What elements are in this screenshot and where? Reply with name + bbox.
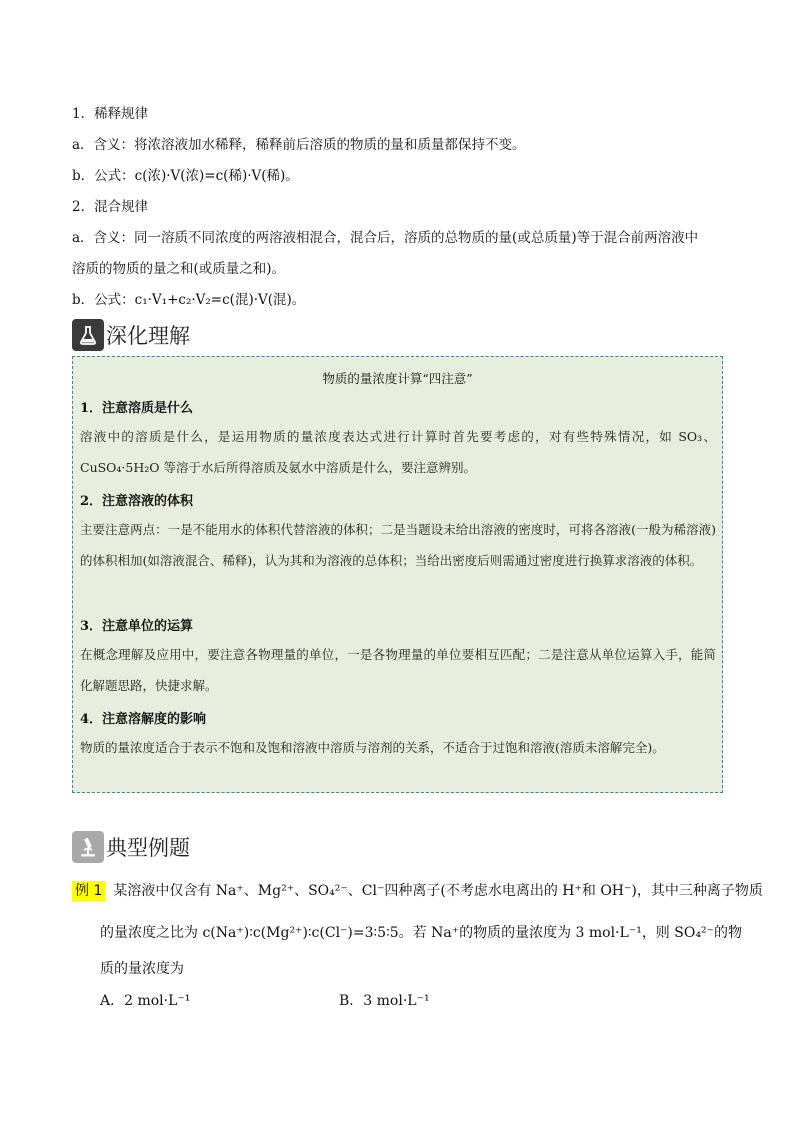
box-title: 物质的量浓度计算“四注意”: [322, 371, 473, 386]
mixing-heading: 2．混合规律: [72, 199, 149, 215]
option-a: A．2 mol·L⁻¹: [100, 993, 191, 1009]
dilution-formula: b．公式：c(浓)·V(浓)=c(稀)·V(稀)。: [72, 168, 299, 184]
point-1-text: 溶液中的溶质是什么，是运用物质的量浓度表达式进行计算时首先要考虑的，对有些特殊情况，如 SO₃、CuSO₄·5H₂O 等溶于水后所得溶质及氨水中溶质是什么，要注意辨别。: [80, 429, 716, 475]
dilution-heading: 1．稀释规律: [72, 106, 149, 122]
flask-icon: [72, 319, 104, 351]
example-tag: 例 1: [72, 881, 105, 901]
point-4-text: 物质的量浓度适合于表示不饱和及饱和溶液中溶质与溶剂的关系，不适合于过饱和溶液(溶质未溶解完全)。: [80, 740, 665, 755]
point-4-heading: 4．注意溶解度的影响: [80, 712, 207, 727]
example-1-line-1: [72, 880, 763, 900]
deepen-box: [72, 356, 723, 793]
mixing-meaning-line-1: a．含义：同一溶质不同浓度的两溶液相混合，混合后，溶质的总物质的量(或总质量)等于混合前两溶液中: [72, 230, 699, 246]
point-3-heading: 3．注意单位的运算: [80, 619, 194, 634]
example-1-line-3: 质的量浓度为: [100, 961, 184, 977]
microscope-icon: [72, 831, 104, 863]
point-2-heading: 2．注意溶液的体积: [80, 494, 194, 509]
mixing-formula: b．公式：c₁·V₁+c₂·V₂=c(混)·V(混)。: [72, 292, 306, 308]
examples-section-title: 典型例题: [106, 836, 190, 860]
example-1-text-1: 某溶液中仅含有 Na⁺、Mg²⁺、SO₄²⁻、Cl⁻四种离子(不考虑水电离出的 H⁺和 OH⁻)，其中三种离子物质: [113, 883, 763, 899]
examples-section-header: [72, 830, 190, 864]
dilution-meaning: a．含义：将浓溶液加水稀释，稀释前后溶质的物质的量和质量都保持不变。: [72, 137, 526, 153]
mixing-meaning-line-2: 溶质的物质的量之和(或质量之和)。: [72, 261, 286, 277]
point-2-text: 主要注意两点：一是不能用水的体积代替溶液的体积；二是当题设未给出溶液的密度时，可将各溶液(一般为稀溶液)的体积相加(如溶液混合、稀释)，认为其和为溶液的总体积；当给出密度后则需通过密度进行换算求溶液的体积。: [80, 522, 716, 568]
example-1-line-2: 的量浓度之比为 c(Na⁺)∶c(Mg²⁺)∶c(Cl⁻)=3∶5∶5。若 Na⁺的物质的量浓度为 3 mol·L⁻¹，则 SO₄²⁻的物: [100, 925, 742, 941]
deepen-section-header: [72, 318, 190, 352]
deepen-section-title: 深化理解: [106, 324, 190, 348]
point-1-heading: 1．注意溶质是什么: [80, 401, 194, 416]
point-3-text: 在概念理解及应用中，要注意各物理量的单位，一是各物理量的单位要相互匹配；二是注意从单位运算入手，能简化解题思路，快捷求解。: [80, 647, 716, 693]
option-b: B．3 mol·L⁻¹: [339, 993, 430, 1009]
